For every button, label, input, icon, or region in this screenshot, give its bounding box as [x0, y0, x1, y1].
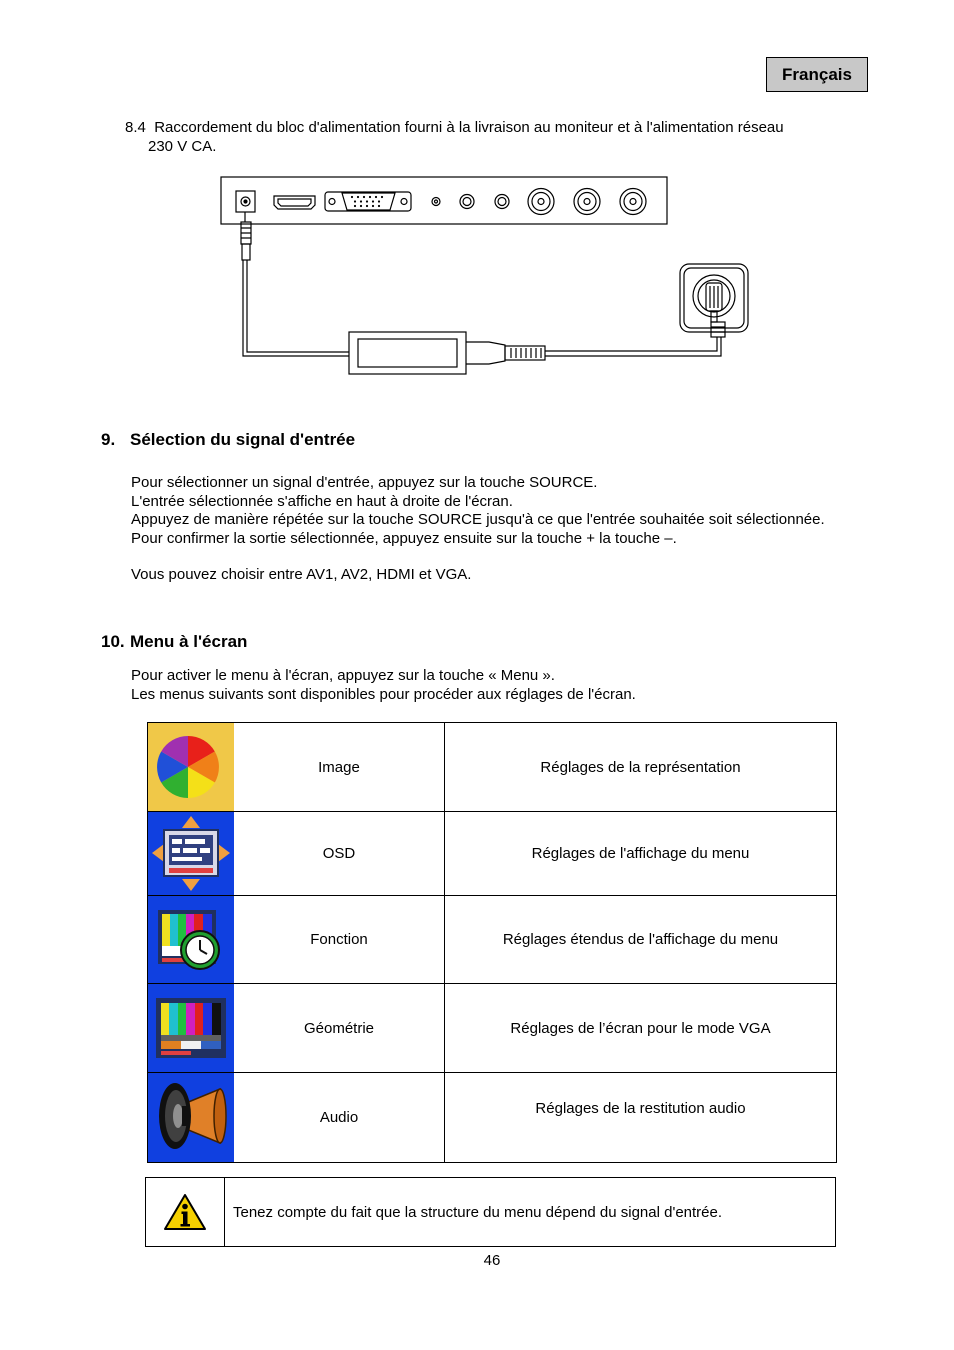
- section-9-line-4: Pour confirmer la sortie sélectionnée, appuyez ensuite sur la touche + la touche –.: [131, 529, 677, 547]
- section-10-line-1: Pour activer le menu à l'écran, appuyez sur la touche « Menu ».: [131, 667, 555, 684]
- menu-item-osd-desc: Réglages de l'affichage du menu: [445, 812, 837, 896]
- power-connection-diagram: [215, 172, 755, 382]
- section-10-line-2: Les menus suivants sont disponibles pour procéder aux réglages de l'écran.: [131, 685, 636, 703]
- menu-item-fonction: Fonction: [234, 896, 445, 984]
- menu-item-audio: Audio: [234, 1073, 445, 1163]
- osd-window-icon: [148, 812, 234, 895]
- power-adapter: [349, 332, 466, 374]
- vga-port: [325, 192, 411, 211]
- menu-icon-cell: [148, 723, 234, 812]
- menu-item-geometrie: Géométrie: [234, 984, 445, 1073]
- speaker-icon: [148, 1073, 234, 1162]
- clock-screen-icon: [148, 896, 234, 983]
- note-text: Tenez compte du fait que la structure du menu dépend du signal d'entrée.: [225, 1178, 836, 1247]
- section-10-title: Menu à l'écran: [130, 632, 248, 651]
- menu-item-image: Image: [234, 723, 445, 812]
- menu-item-audio-desc: Réglages de la restitution audio: [445, 1073, 837, 1163]
- section-8-4-line-2: 230 V CA.: [148, 137, 217, 155]
- note-icon-cell: [146, 1178, 225, 1247]
- dc-cable: [243, 260, 349, 356]
- dc-plug: [241, 212, 251, 260]
- section-10-number: 10.: [101, 632, 125, 651]
- section-9-title: Sélection du signal d'entrée: [130, 430, 356, 449]
- section-9-choice: Vous pouvez choisir entre AV1, AV2, HDMI et VGA.: [131, 566, 472, 583]
- menu-item-fonction-desc: Réglages étendus de l'affichage du menu: [445, 896, 837, 984]
- section-8-4-line-1: Raccordement du bloc d'alimentation fourni à la livraison au moniteur et à l'alimentation réseau: [154, 119, 784, 136]
- table-row: [148, 984, 837, 1073]
- page-number: 46: [483, 1252, 501, 1269]
- section-9-line-2: L'entrée sélectionnée s'affiche en haut à droite de l'écran.: [131, 492, 513, 510]
- earphone-jack: [432, 198, 440, 206]
- section-8-4: [125, 119, 784, 156]
- warning-icon: [163, 1193, 207, 1231]
- section-9-number: 9.: [101, 430, 116, 449]
- mains-cable: [545, 337, 721, 356]
- section-10-body: [131, 667, 636, 704]
- menu-icon-cell: [148, 1073, 234, 1163]
- menu-icon-cell: [148, 896, 234, 984]
- section-9-line-3: Appuyez de manière répétée sur la touche SOURCE jusqu'à ce que l'entrée souhaitée soit sélectionnée.: [131, 511, 825, 528]
- audio-jack-2: [495, 195, 509, 209]
- menu-icon-cell: [148, 984, 234, 1073]
- menu-item-geometrie-desc: Réglages de l’écran pour le mode VGA: [445, 984, 837, 1073]
- section-9-line-1: Pour sélectionner un signal d'entrée, appuyez sur la touche SOURCE.: [131, 474, 598, 491]
- note-box: [145, 1177, 836, 1247]
- audio-jack-1: [460, 195, 474, 209]
- menu-table: [147, 722, 837, 1163]
- language-badge: Français: [766, 57, 868, 92]
- table-row: [148, 812, 837, 896]
- table-row: [148, 1073, 837, 1163]
- menu-icon-cell: [148, 812, 234, 896]
- test-pattern-icon: [148, 984, 234, 1072]
- menu-item-image-desc: Réglages de la représentation: [445, 723, 837, 812]
- table-row: [148, 896, 837, 984]
- hdmi-port: [274, 196, 315, 209]
- section-9-body: [131, 474, 825, 548]
- table-row: [148, 723, 837, 812]
- section-8-4-number: 8.4: [125, 119, 146, 136]
- menu-item-osd: OSD: [234, 812, 445, 896]
- section-10-heading: [101, 632, 247, 652]
- color-wheel-icon: [148, 723, 234, 811]
- section-9-heading: [101, 430, 355, 450]
- wall-socket: [680, 264, 748, 332]
